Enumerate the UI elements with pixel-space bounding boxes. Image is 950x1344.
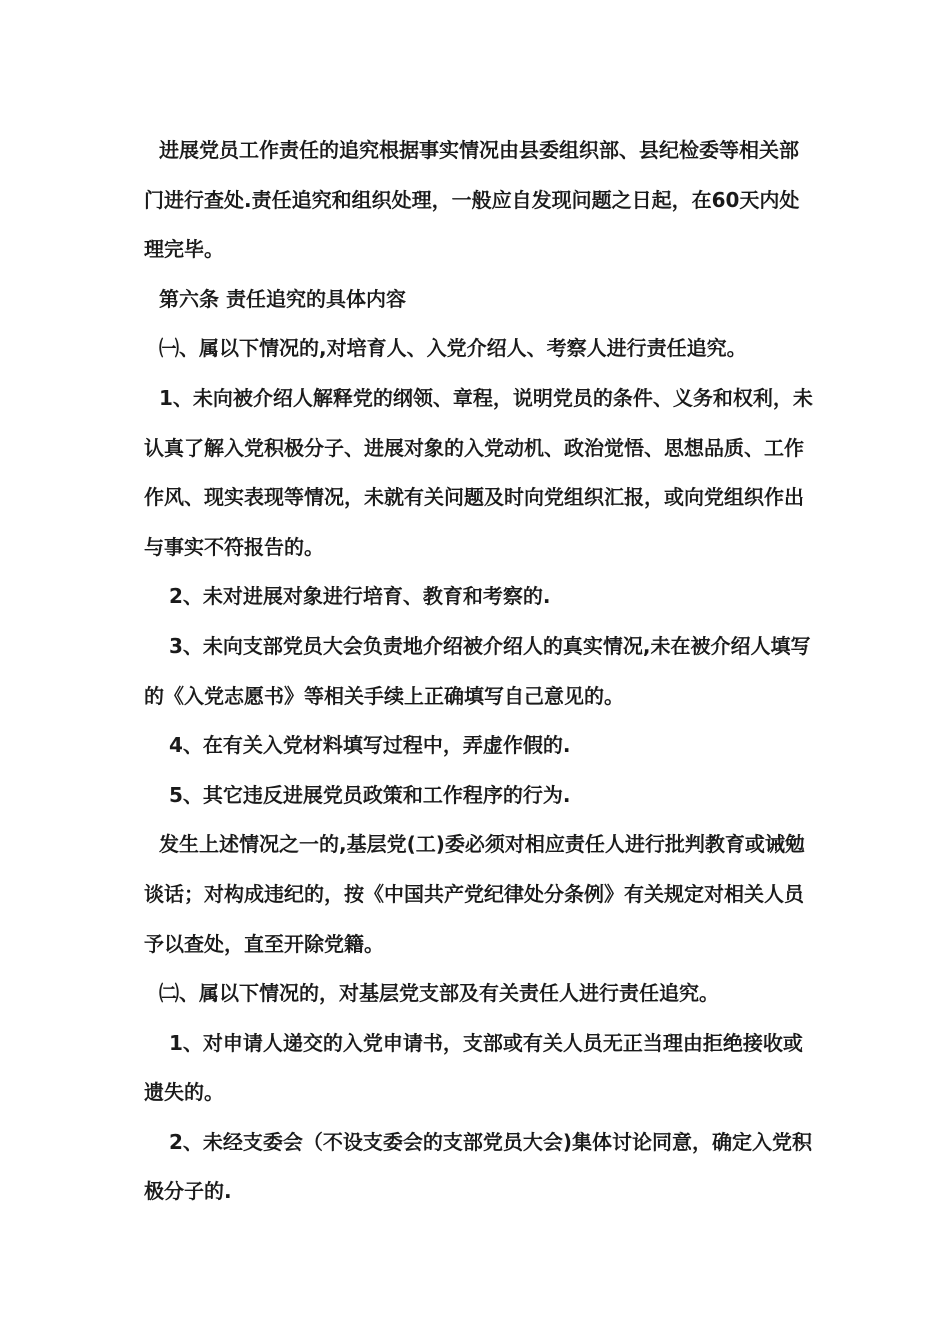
list-item-3: 3、未向支部党员大会负责地介绍被介绍人的真实情况,未在被介绍人填写的《入党志愿书》等相关手续上正确填写自己意见的。 bbox=[144, 633, 811, 708]
document-body bbox=[144, 126, 814, 1217]
list-item-2: 2、未对进展对象进行培育、教育和考察的. bbox=[169, 584, 551, 609]
paragraph-disciplinary-action: 发生上述情况之一的,基层党(工)委必须对相应责任人进行批判教育或诫勉谈话；对构成违纪的，按《中国共产党纪律处分条例》有关规定对相关人员予以查处，直至开除党籍。 bbox=[144, 832, 805, 956]
section-two-heading: ㈡、属以下情况的，对基层党支部及有关责任人进行责任追究。 bbox=[159, 981, 719, 1006]
list-item-2-1: 1、对申请人递交的入党申请书，支部或有关人员无正当理由拒绝接收或遗失的。 bbox=[144, 1030, 803, 1105]
list-item-4: 4、在有关入党材料填写过程中，弄虚作假的. bbox=[169, 733, 571, 758]
list-item-5: 5、其它违反进展党员政策和工作程序的行为. bbox=[169, 782, 571, 807]
paragraph-accountability-intro: 进展党员工作责任的追究根据事实情况由县委组织部、县纪检委等相关部门进行查处.责任追究和组织处理，一般应自发现问题之日起，在60天内处理完毕。 bbox=[144, 138, 800, 262]
list-item-1: 1、未向被介绍人解释党的纲领、章程，说明党员的条件、义务和权利，未认真了解入党积极分子、进展对象的入党动机、政治觉悟、思想品质、工作作风、现实表现等情况，未就有关问题及时向党组织汇报，或向党组织作出与事实不符报告的。 bbox=[144, 385, 813, 559]
article-six-heading: 第六条 责任追究的具体内容 bbox=[159, 286, 406, 311]
section-one-heading: ㈠、属以下情况的,对培育人、入党介绍人、考察人进行责任追究。 bbox=[159, 336, 747, 361]
list-item-2-2: 2、未经支委会（不设支委会的支部党员大会)集体讨论同意，确定入党积极分子的. bbox=[144, 1129, 813, 1204]
